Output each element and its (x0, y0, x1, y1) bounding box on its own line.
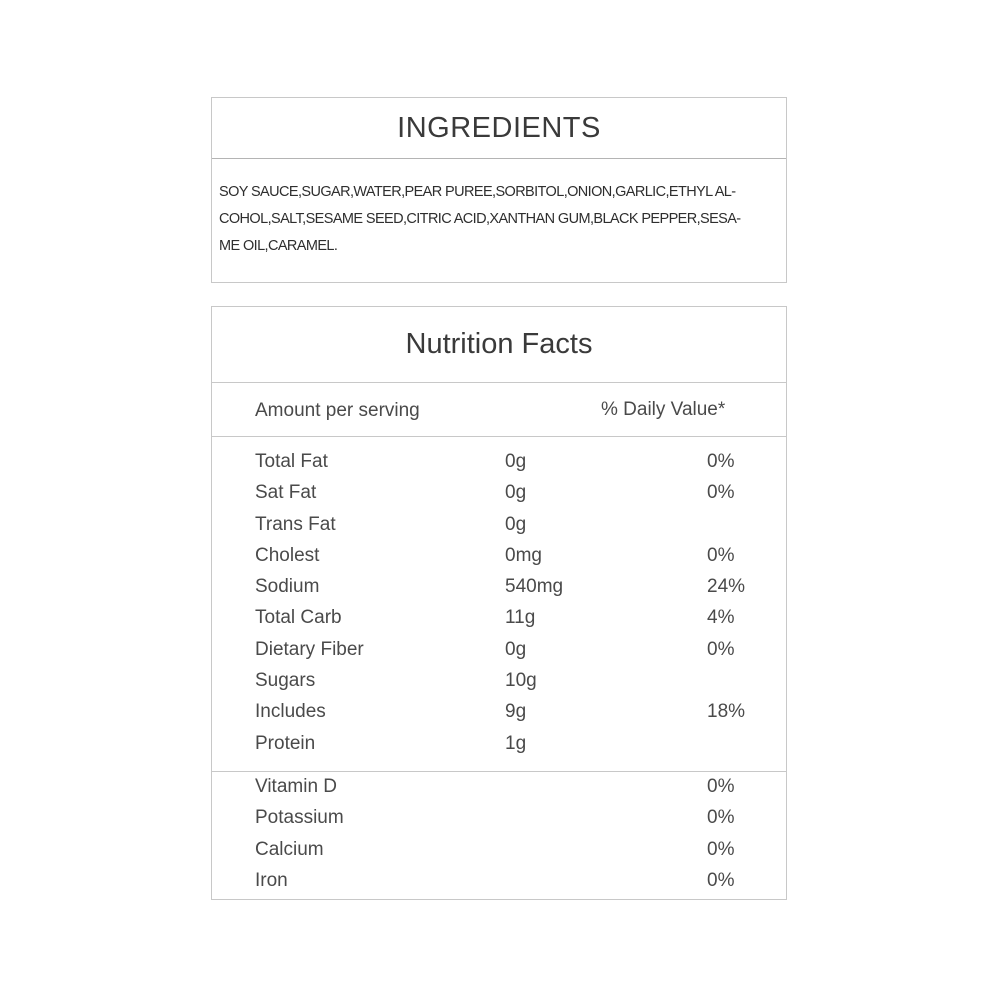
vitamin-row (212, 776, 786, 807)
nutrient-daily-value: 18% (707, 701, 746, 723)
nutrient-amount: 10g (505, 670, 537, 692)
nutrient-amount: 0g (505, 451, 527, 472)
ingredients-title: INGREDIENTS (212, 98, 786, 159)
nutrient-amount: 540mg (505, 576, 564, 598)
vitamin-daily-value: 0% (707, 807, 735, 829)
nutrient-daily-value: 0% (707, 482, 735, 504)
nutrient-name: Sat Fat (255, 482, 317, 504)
nutrient-row (212, 514, 786, 545)
nutrient-amount: 9g (505, 701, 527, 723)
nutrition-title: Nutrition Facts (212, 307, 786, 383)
nutrient-name: Dietary Fiber (255, 638, 364, 660)
nutrient-row (212, 482, 786, 513)
nutrient-name: Sugars (255, 670, 316, 692)
nutrient-name: Protein (255, 732, 316, 754)
vitamin-row (212, 839, 786, 870)
nutrient-row (212, 545, 786, 576)
nutrient-row (212, 576, 786, 607)
nutrient-name: Includes (255, 701, 326, 723)
nutrient-amount: 0g (505, 638, 527, 660)
nutrient-row (212, 733, 786, 764)
nutrient-row (212, 607, 786, 638)
vitamin-name: Iron (255, 869, 288, 891)
vitamin-daily-value: 0% (707, 776, 735, 797)
nutrient-name: Cholest (255, 544, 320, 566)
amount-per-serving-label: Amount per serving (255, 400, 420, 421)
ingredients-list: SOY SAUCE,SUGAR,WATER,PEAR PUREE,SORBITOL,ONION,GARLIC,ETHYL AL- COHOL,SALT,SESAME SEED,CITRIC ACID,XANTHAN GUM,BLACK PEPPER,SESA- ME OIL,CARAMEL. (219, 184, 741, 254)
nutrient-daily-value: 0% (707, 544, 735, 566)
nutrient-daily-value: 0% (707, 451, 735, 472)
nutrient-name: Total Fat (255, 451, 328, 472)
nutrient-row (212, 639, 786, 670)
nutrient-name: Sodium (255, 576, 320, 598)
serving-header (212, 383, 786, 437)
nutrient-list (212, 437, 786, 772)
nutrient-daily-value: 4% (707, 607, 735, 629)
nutrient-row (212, 451, 786, 482)
vitamin-list (212, 772, 786, 901)
nutrient-amount: 11g (505, 607, 536, 629)
vitamin-name: Vitamin D (255, 776, 338, 797)
vitamin-daily-value: 0% (707, 869, 735, 891)
vitamin-name: Calcium (255, 838, 324, 860)
vitamin-row (212, 870, 786, 901)
nutrient-daily-value: 24% (707, 576, 746, 598)
nutrient-amount: 1g (505, 732, 527, 754)
nutrient-row (212, 670, 786, 701)
nutrition-facts-panel (211, 306, 787, 900)
ingredients-panel (211, 97, 787, 283)
nutrient-amount: 0mg (505, 544, 542, 566)
nutrient-daily-value: 0% (707, 638, 735, 660)
nutrient-row (212, 701, 786, 732)
nutrient-name: Trans Fat (255, 513, 336, 535)
nutrient-amount: 0g (505, 513, 527, 535)
vitamin-row (212, 807, 786, 838)
vitamin-daily-value: 0% (707, 838, 735, 860)
daily-value-label: % Daily Value* (601, 399, 726, 420)
nutrient-amount: 0g (505, 482, 527, 504)
nutrient-name: Total Carb (255, 607, 342, 629)
vitamin-name: Potassium (255, 807, 344, 829)
